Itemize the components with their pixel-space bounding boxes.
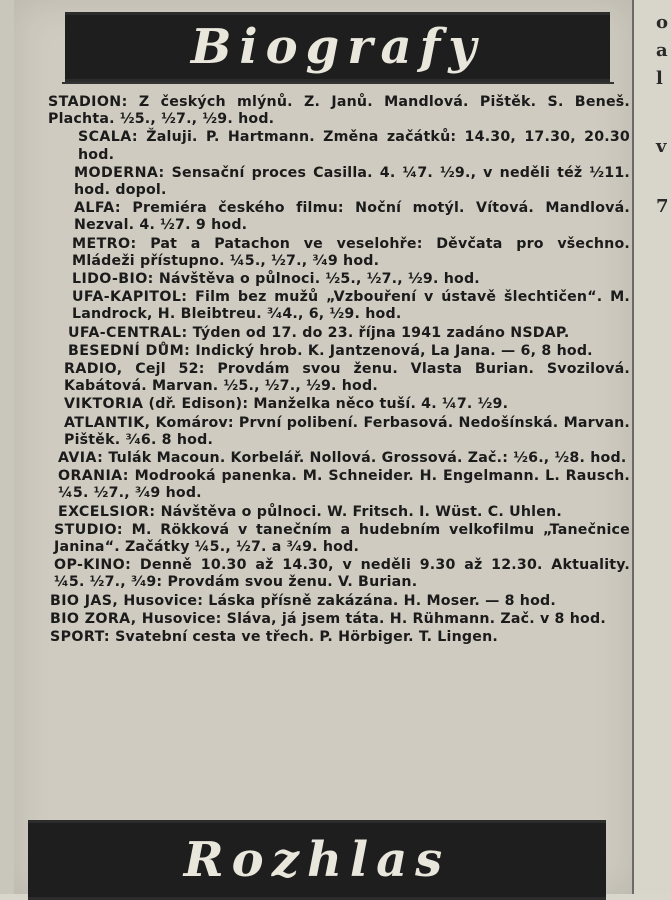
listing-entry (48, 271, 630, 288)
cinema-name: BIO JAS, (50, 592, 119, 609)
cinema-name: METRO: (72, 235, 137, 252)
section-header-banner (65, 12, 610, 82)
listing-entry (48, 165, 630, 199)
margin-letter: o (656, 12, 669, 33)
listing-text: Denně 10.30 až 14.30, v neděli 9.30 až 12.30. Aktuality. ¼5. ½7., ³⁄₄9: Provdám svou ženu. V. Burian. (54, 557, 631, 591)
listing-text: Indický hrob. K. Jantzenová, La Jana. — 6, 8 hod. (195, 342, 593, 359)
listing-entry (48, 522, 630, 556)
listing-text: Svatební cesta ve třech. P. Hörbiger. T. Lingen. (115, 629, 498, 646)
cinema-name: UFA-CENTRAL: (68, 324, 188, 341)
section-footer-banner (28, 820, 606, 900)
listing-text: Návštěva o půlnoci. ½5., ½7., ½9. hod. (158, 271, 480, 288)
listing-entry (48, 611, 630, 628)
cinema-name: LIDO-BIO: (72, 271, 154, 288)
listing-entry (48, 94, 630, 128)
listing-text: Tulák Macoun. Korbelář. Nollová. Grossová. Zač.: ½6., ½8. hod. (108, 450, 627, 467)
section-title: Biografy (190, 19, 485, 75)
margin-letter: 7 (656, 196, 669, 217)
listing-entry (48, 450, 630, 467)
listing-text: Návštěva o půlnoci. W. Fritsch. I. Wüst. C. Uhlen. (160, 503, 562, 520)
listing-text: Sensační proces Casilla. 4. ¼7. ½9., v neděli též ½11. hod. dopol. (74, 164, 631, 199)
listing-entry (48, 468, 630, 502)
listing-text: Komárov: První polibení. Ferbasová. Nedošínská. Marvan. Pištěk. ³⁄₄6. 8 hod. (64, 414, 630, 448)
listing-entry (48, 129, 630, 163)
margin-letter: l (656, 68, 663, 89)
cinema-name: ORANIA: (58, 468, 129, 485)
adjacent-column-fragment (632, 0, 671, 894)
cinema-name: UFA-KAPITOL: (72, 289, 188, 306)
listing-text: Husovice: Láska přísně zakázána. H. Moser. — 8 hod. (123, 592, 557, 609)
cinema-name: SCALA: (78, 129, 138, 146)
cinema-name: MODERNA: (74, 164, 165, 181)
cinema-name: STUDIO: (54, 521, 124, 538)
listing-entry (48, 343, 630, 360)
listing-text: Modrooká panenka. M. Schneider. H. Engelmann. L. Rausch. ¼5. ½7., ³⁄₄9 hod. (58, 468, 631, 502)
cinema-name: SPORT: (50, 629, 110, 646)
cinema-name: STADION: (48, 94, 128, 110)
margin-letter: v (656, 136, 667, 157)
listing-text: Z českých mlýnů. Z. Janů. Mandlová. Pištěk. S. Beneš. Plachta. ½5., ½7., ½9. hod. (48, 94, 631, 128)
cinema-name: BESEDNÍ DŮM: (68, 342, 191, 359)
listing-entry (48, 415, 630, 449)
cinema-name: BIO ZORA, (50, 610, 137, 627)
listing-text: Premiéra českého filmu: Noční motýl. Vítová. Mandlová. Nezval. 4. ½7. 9 hod. (74, 200, 630, 234)
cinema-name: RADIO, (64, 361, 123, 378)
listing-entry (48, 200, 630, 234)
listing-text: Žaluji. P. Hartmann. Změna začátků: 14.30, 17.30, 20.30 hod. (78, 129, 631, 163)
listing-entry (48, 289, 630, 323)
listing-text: Pat a Patachon ve veselohře: Děvčata pro všechno. Mládeži přístupno. ¼5., ½7., ³⁄₄9 hod. (72, 235, 631, 269)
divider (62, 82, 614, 84)
listing-text: Týden od 17. do 23. října 1941 zadáno NSDAP. (192, 324, 570, 341)
listing-entry (48, 593, 630, 610)
cinema-listings (48, 94, 630, 647)
cinema-name: AVIA: (58, 450, 104, 467)
listing-text: Film bez mužů „Vzbouření v ústavě šlechtičen“. M. Landrock, H. Bleibtreu. ³⁄₄4., 6, ½9. hod. (72, 289, 630, 323)
listing-text: Cejl 52: Provdám svou ženu. Vlasta Burian. Svozilová. Kabátová. Marvan. ½5., ½7., ½9. hod. (64, 361, 630, 395)
listing-text: Husovice: Sláva, já jsem táta. H. Rühmann. Zač. v 8 hod. (141, 610, 606, 627)
listing-entry (48, 325, 630, 342)
listing-entry (48, 396, 630, 413)
listing-entry (48, 629, 630, 646)
page-edge-left (0, 0, 14, 894)
cinema-name: EXCELSIOR: (58, 503, 156, 520)
listing-entry (48, 557, 630, 591)
section-title: Rozhlas (183, 832, 451, 888)
listing-text: M. Rökková v tanečním a hudebním velkofilmu „Tanečnice Janina“. Začátky ¼5., ½7. a ³⁄₄9. hod. (54, 521, 630, 556)
margin-letter: a (656, 40, 668, 61)
cinema-name: VIKTORIA (64, 396, 144, 413)
cinema-name: ATLANTIK, (64, 414, 151, 431)
listing-entry (48, 236, 630, 270)
cinema-name: OP-KINO: (54, 557, 132, 574)
listing-entry (48, 504, 630, 521)
listing-text: (dř. Edison): Manželka něco tuší. 4. ¼7. ½9. (148, 396, 509, 413)
listing-entry (48, 361, 630, 395)
cinema-name: ALFA: (74, 200, 121, 217)
